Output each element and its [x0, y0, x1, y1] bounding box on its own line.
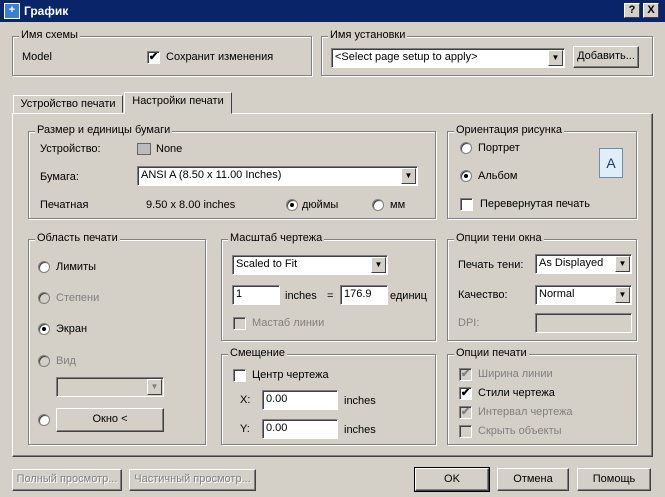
- window-title: График: [24, 4, 69, 18]
- checkmark-icon: ✔: [460, 368, 471, 380]
- checkmark-icon: ✔: [460, 406, 471, 418]
- x-offset-label: X:: [240, 394, 251, 406]
- extents-label: Степени: [56, 292, 100, 304]
- shade-plot-select[interactable]: [535, 254, 632, 274]
- chevron-down-icon: ▼: [371, 257, 386, 273]
- quality-value: Normal: [539, 288, 575, 300]
- lineweights-label: Ширина линии: [478, 368, 553, 380]
- help-button[interactable]: Помощь: [577, 468, 651, 491]
- partial-preview-button[interactable]: Частичный просмотр...: [129, 469, 256, 491]
- page-setup-select[interactable]: [331, 48, 565, 68]
- checkmark-icon: ✔: [460, 387, 471, 399]
- window-pick-button[interactable]: Окно <: [56, 408, 164, 432]
- full-preview-button[interactable]: Полный просмотр...: [12, 469, 122, 491]
- orientation-group-label: Ориентация рисунка: [456, 124, 563, 136]
- display-radio[interactable]: [38, 323, 50, 335]
- close-icon[interactable]: X: [643, 3, 659, 18]
- mm-label: мм: [390, 199, 406, 211]
- plot-styles-label: Стили чертежа: [478, 387, 555, 399]
- portrait-label: Портрет: [478, 142, 520, 154]
- quality-select[interactable]: [535, 285, 632, 305]
- scale-lineweights-label: Мастаб линии: [252, 317, 325, 329]
- chevron-down-icon: ▼: [615, 256, 630, 272]
- chevron-down-icon: ▼: [401, 168, 416, 184]
- plot-options-group-label: Опции печати: [456, 347, 527, 359]
- add-page-setup-button[interactable]: Добавить...: [573, 46, 639, 68]
- paper-size-value: ANSI A (8.50 x 11.00 Inches): [141, 169, 282, 181]
- page-setup-group-label: Имя установки: [330, 29, 406, 41]
- center-plot-label: Центр чертежа: [252, 369, 329, 381]
- lineweights-checkbox[interactable]: [459, 368, 472, 381]
- chevron-down-icon: ▼: [548, 50, 563, 66]
- y-offset-unit: inches: [344, 424, 376, 436]
- ok-button[interactable]: OK: [415, 468, 489, 491]
- view-select[interactable]: [56, 377, 164, 397]
- offset-group-label: Смещение: [230, 347, 286, 359]
- dpi-input[interactable]: [535, 313, 632, 333]
- device-label: Устройство:: [40, 143, 101, 155]
- scale-units-label: единиц: [390, 290, 427, 302]
- tab-print-settings[interactable]: Настройки печати: [124, 92, 232, 114]
- dpi-label: DPI:: [458, 317, 480, 329]
- upside-down-label: Перевернутая печать: [480, 198, 590, 210]
- scale-inches-label: inches: [285, 290, 317, 302]
- app-icon: +: [4, 3, 20, 19]
- cancel-button[interactable]: Отмена: [497, 468, 569, 491]
- view-label: Вид: [56, 355, 76, 367]
- print-area-group-label: Область печати: [37, 232, 118, 244]
- printable-label: Печатная: [40, 199, 89, 211]
- window-radio[interactable]: [38, 414, 50, 426]
- printable-value: 9.50 x 8.00 inches: [146, 199, 236, 211]
- y-offset-label: Y:: [240, 423, 250, 435]
- scale-inches-input[interactable]: 1: [232, 285, 280, 305]
- checkmark-icon: ✔: [148, 51, 159, 63]
- page-setup-value: <Select page setup to apply>: [335, 51, 478, 63]
- portrait-radio[interactable]: [460, 142, 472, 154]
- limits-label: Лимиты: [56, 261, 97, 273]
- quality-label: Качество:: [458, 289, 508, 301]
- upside-down-checkbox[interactable]: [460, 198, 473, 211]
- x-offset-unit: inches: [344, 395, 376, 407]
- scheme-group-label: Имя схемы: [21, 29, 78, 41]
- hide-objects-checkbox[interactable]: [459, 425, 472, 438]
- view-radio[interactable]: [38, 355, 50, 367]
- tab-print-device[interactable]: Устройство печати: [13, 95, 123, 113]
- landscape-radio[interactable]: [460, 170, 472, 182]
- scale-group-label: Масштаб чертежа: [230, 232, 323, 244]
- scheme-name: Model: [22, 51, 52, 63]
- shade-options-group-label: Опции тени окна: [456, 232, 542, 244]
- center-plot-checkbox[interactable]: [233, 369, 246, 382]
- hide-objects-label: Скрыть объекты: [478, 425, 562, 437]
- chevron-down-icon: ▼: [147, 379, 162, 395]
- display-label: Экран: [56, 323, 88, 335]
- save-changes-checkbox[interactable]: [147, 51, 160, 64]
- scale-value: Scaled to Fit: [236, 258, 298, 270]
- scale-units-input[interactable]: 176.9: [340, 285, 388, 305]
- x-offset-input[interactable]: 0.00: [262, 390, 338, 410]
- scale-select[interactable]: [232, 255, 388, 275]
- y-offset-input[interactable]: 0.00: [262, 419, 338, 439]
- limits-radio[interactable]: [38, 261, 50, 273]
- title-bar: [0, 0, 665, 22]
- plot-paperspace-last-label: Интервал чертежа: [478, 406, 573, 418]
- inches-radio[interactable]: [286, 199, 298, 211]
- landscape-orientation-icon: A: [599, 148, 623, 178]
- scale-equals-sign: =: [327, 290, 334, 302]
- mm-radio[interactable]: [372, 199, 384, 211]
- plot-paperspace-last-checkbox[interactable]: [459, 406, 472, 419]
- scale-lineweights-checkbox[interactable]: [233, 317, 246, 330]
- help-icon[interactable]: ?: [624, 3, 640, 18]
- shade-plot-label: Печать тени:: [458, 259, 524, 271]
- paper-group-label: Размер и единицы бумаги: [37, 124, 171, 136]
- extents-radio[interactable]: [38, 292, 50, 304]
- paper-size-select[interactable]: [137, 166, 418, 186]
- paper-label: Бумага:: [40, 171, 79, 183]
- save-changes-label: Сохранит изменения: [166, 51, 274, 63]
- printer-icon: [137, 143, 151, 155]
- chevron-down-icon: ▼: [615, 287, 630, 303]
- plot-styles-checkbox[interactable]: [459, 387, 472, 400]
- inches-label: дюймы: [302, 199, 339, 211]
- device-value: None: [156, 143, 183, 155]
- landscape-label: Альбом: [478, 170, 518, 182]
- shade-plot-value: As Displayed: [539, 257, 604, 269]
